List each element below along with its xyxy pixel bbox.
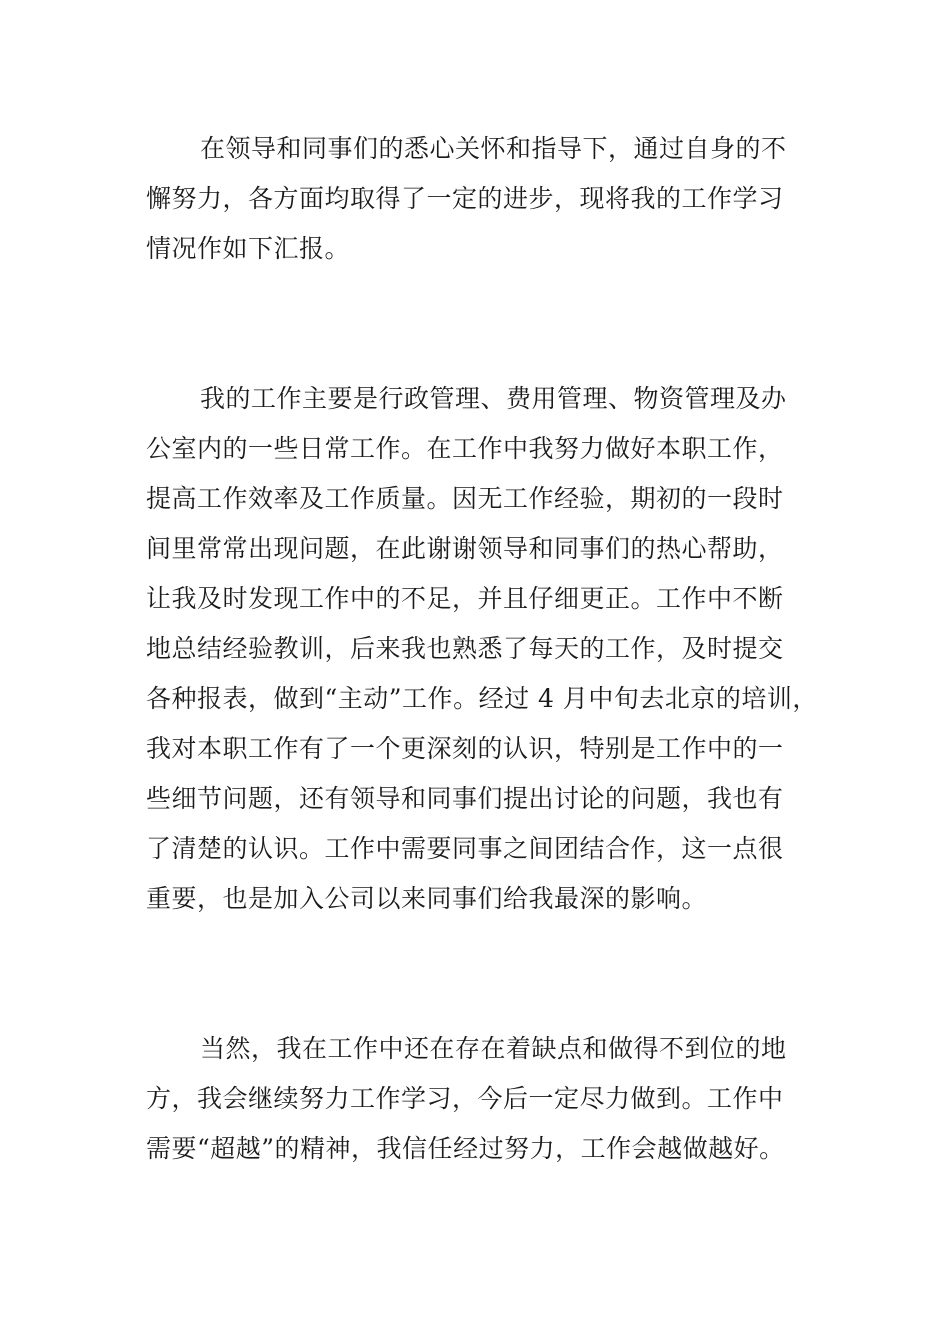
paragraph-line: 我的工作主要是行政管理、费用管理、物资管理及办 (200, 384, 787, 413)
paragraph-3 (146, 1024, 806, 1174)
paragraph-line: 在领导和同事们的悉心关怀和指导下，通过自身的不 (200, 134, 787, 163)
paragraph-line: 当然，我在工作中还在存在着缺点和做得不到位的地 (200, 1034, 787, 1063)
paragraph-line: 我对本职工作有了一个更深刻的认识，特别是工作中的一 (146, 734, 784, 763)
paragraph-line: 了清楚的认识。工作中需要同事之间团结合作，这一点很 (146, 834, 784, 863)
paragraph-line: 些细节问题，还有领导和同事们提出讨论的问题，我也有 (146, 784, 784, 813)
paragraph-line: 各种报表，做到“主动”工作。经过 4 月中旬去北京的培训， (146, 684, 818, 713)
paragraph-line: 重要，也是加入公司以来同事们给我最深的影响。 (146, 884, 708, 913)
paragraph-line: 间里常常出现问题，在此谢谢领导和同事们的热心帮助， (146, 534, 784, 563)
paragraph-line: 公室内的一些日常工作。在工作中我努力做好本职工作， (146, 434, 784, 463)
paragraph-line: 让我及时发现工作中的不足，并且仔细更正。工作中不断 (146, 584, 784, 613)
paragraph-2 (146, 374, 818, 924)
paragraph-line: 方，我会继续努力工作学习，今后一定尽力做到。工作中 (146, 1084, 784, 1113)
paragraph-line: 情况作如下汇报。 (146, 234, 351, 263)
paragraph-line: 地总结经验教训，后来我也熟悉了每天的工作，及时提交 (146, 634, 784, 663)
paragraph-line: 需要“超越”的精神，我信任经过努力，工作会越做越好。 (146, 1134, 785, 1163)
paragraph-line: 提高工作效率及工作质量。因无工作经验，期初的一段时 (146, 484, 784, 513)
paragraph-1 (146, 124, 806, 274)
paragraph-line: 懈努力，各方面均取得了一定的进步，现将我的工作学习 (146, 184, 784, 213)
